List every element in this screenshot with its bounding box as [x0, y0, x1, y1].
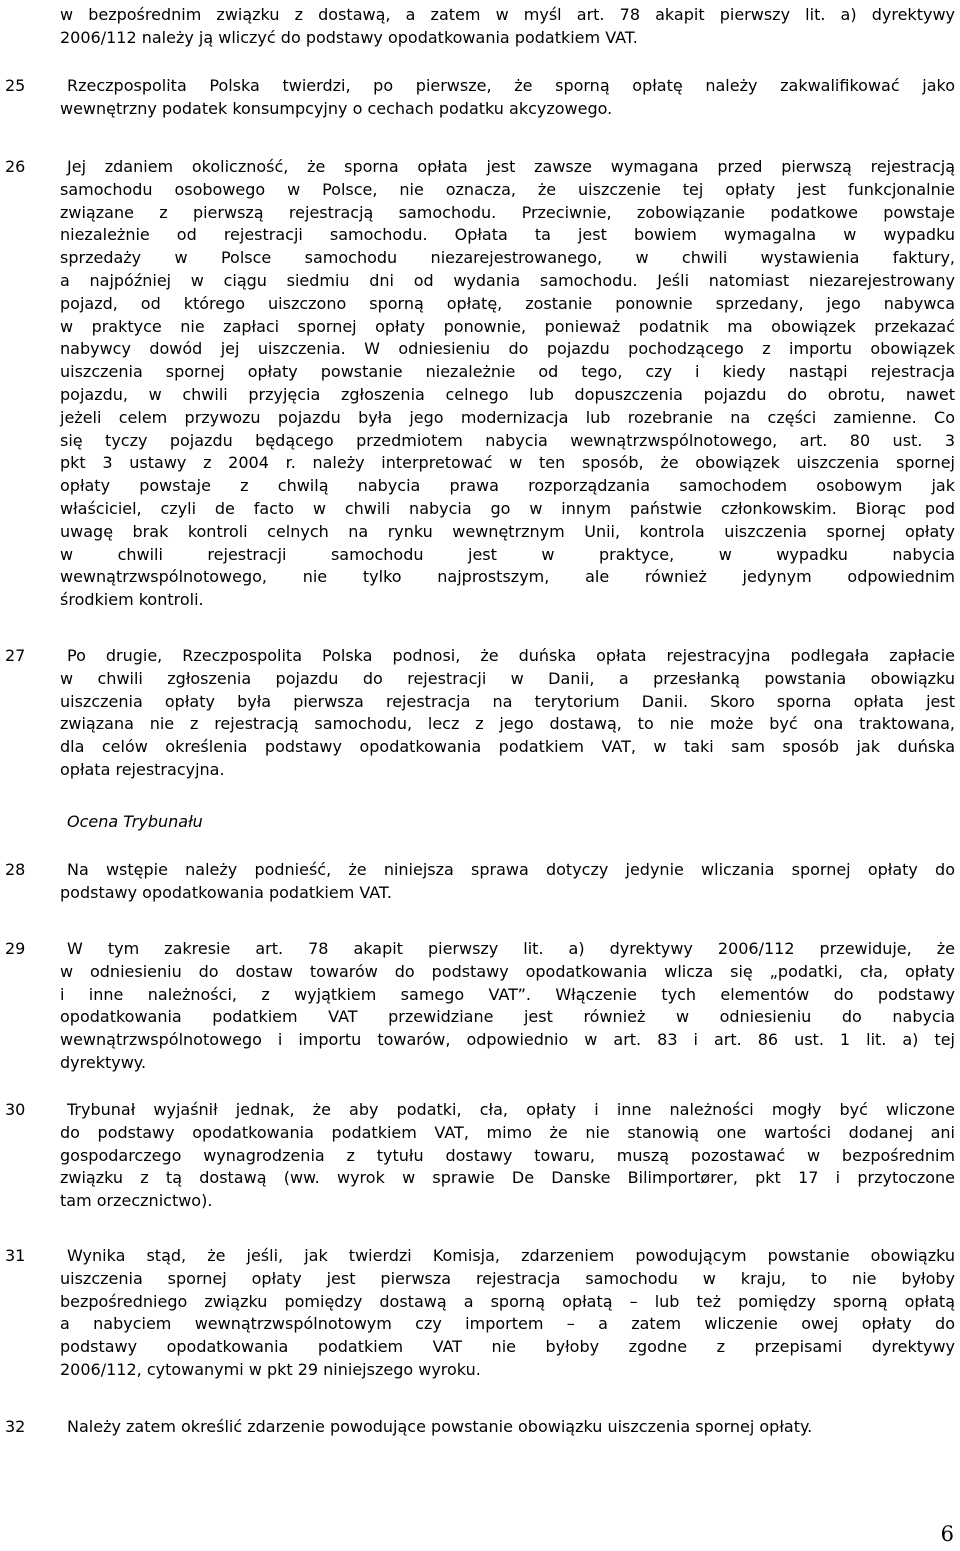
paragraph-line: gospodarczego wynagrodzenia z tytułu dostawy towaru, muszą pozostawać w bezpośrednim — [60, 1145, 955, 1165]
paragraph-line: wewnątrzwspólnotowego, nie tylko najprostszym, ale również jedynym odpowiednim — [60, 567, 955, 587]
paragraph-line: uiszczenia spornej opłaty powstanie niezależnie od tego, czy i kiedy nastąpi rejestracja — [60, 362, 955, 382]
paragraph-line: Po drugie, Rzeczpospolita Polska podnosi, że duńska opłata rejestracyjna podlegała zapłacie — [67, 646, 955, 665]
paragraph-line: 2006/112, cytowanymi w pkt 29 niniejszego wyroku. — [60, 1359, 481, 1379]
paragraph-line: uiszczenia opłaty była pierwsza rejestracja na terytorium Danii. Skoro sporna opłata jest — [60, 691, 955, 711]
paragraph-line: W tym zakresie art. 78 akapit pierwszy lit. a) dyrektywy 2006/112 przewiduje, że — [67, 939, 955, 958]
paragraph-line: pkt 3 ustawy z 2004 r. należy interpretować w ten sposób, że obowiązek uiszczenia spornej — [60, 453, 955, 473]
paragraph-line: pojazdu, w chwili przyjęcia zgłoszenia celnego lub dopuszczenia pojazdu do obrotu, nawet — [60, 384, 955, 404]
paragraph-number: 31 — [5, 1246, 26, 1265]
paragraph-line: dla celów określenia podstawy opodatkowania podatkiem VAT, w taki sam sposób jak duńska — [60, 737, 955, 757]
paragraph-line: pojazd, od którego uiszczono sporną opłatę, zostanie ponownie sprzedany, jego nabywca — [60, 293, 955, 313]
paragraph-32 — [0, 1416, 960, 1439]
paragraph-line: samochodu osobowego w Polsce, nie oznacza, że uiszczenie tej opłaty jest funkcjonalnie — [60, 179, 955, 199]
paragraph-line: opodatkowania podatkiem VAT przewidziane jest również w odniesieniu do nabycia — [60, 1007, 955, 1027]
paragraph-line: Na wstępie należy podnieść, że niniejsza sprawa dotyczy jedynie wliczania spornej opłaty do — [67, 860, 955, 879]
intro-line-1: w bezpośrednim związku z dostawą, a zatem w myśl art. 78 akapit pierwszy lit. a) dyrektywy — [60, 5, 955, 24]
paragraph-line: związana nie z rejestracją samochodu, lecz z jego dostawą, to nie może być ona traktowana, — [60, 714, 955, 734]
paragraph-28 — [0, 859, 960, 905]
paragraph-line: tam orzecznictwo). — [60, 1191, 213, 1211]
paragraph-line: uwagę brak kontroli celnych na rynku wewnętrznym Unii, kontrola uiszczenia spornej opłaty — [60, 521, 955, 541]
paragraph-30 — [0, 1099, 960, 1213]
paragraph-number: 25 — [5, 76, 26, 95]
paragraph-line: Rzeczpospolita Polska twierdzi, po pierwsze, że sporną opłatę należy zakwalifikować jako — [67, 76, 955, 95]
paragraph-line: nabywcy dowód jej uiszczenia. W odniesieniu do pojazdu pochodzącego z importu obowiązek — [60, 339, 955, 359]
paragraph-line: uiszczenia spornej opłaty jest pierwsza rejestracja samochodu w kraju, to nie byłoby — [60, 1268, 955, 1288]
paragraph-line: związku z tą dostawą (ww. wyrok w sprawie De Danske Bilimportører, pkt 17 i przytoczone — [60, 1168, 955, 1188]
paragraph-line: dyrektywy. — [60, 1052, 147, 1072]
paragraph-line: się tyczy pojazdu będącego przedmiotem nabycia wewnątrzwspólnotowego, art. 80 ust. 3 — [60, 430, 955, 450]
paragraph-number: 30 — [5, 1100, 26, 1119]
section-heading: Ocena Trybunału — [67, 812, 203, 831]
paragraph-line: a nabyciem wewnątrzwspólnotowym czy importem – a zatem wliczenie owej opłaty do — [60, 1314, 955, 1334]
paragraph-line: Należy zatem określić zdarzenie powodujące powstanie obowiązku uiszczenia spornej opłaty. — [67, 1417, 813, 1436]
paragraph-27 — [0, 645, 960, 782]
paragraph-line: podstawy opodatkowania podatkiem VAT nie byłoby zgodne z przepisami dyrektywy — [60, 1337, 955, 1357]
paragraph-line: opłata rejestracyjna. — [60, 759, 225, 779]
paragraph-line: środkiem kontroli. — [60, 590, 204, 610]
paragraph-line: Jej zdaniem okoliczność, że sporna opłata jest zawsze wymagana przed pierwszą rejestracją — [67, 157, 955, 176]
paragraph-line: Wynika stąd, że jeśli, jak twierdzi Komisja, zdarzeniem powodującym powstanie obowiązku — [67, 1246, 955, 1265]
paragraph-number: 26 — [5, 157, 26, 176]
paragraph-26 — [0, 156, 960, 612]
paragraph-line: i inne należności, z wyjątkiem samego VAT”. Włączenie tych elementów do podstawy — [60, 984, 955, 1004]
paragraph-number: 32 — [5, 1417, 26, 1436]
paragraph-number: 27 — [5, 646, 26, 665]
paragraph-line: jeżeli celem przywozu pojazdu była jego modernizacja lub rozebranie na części zamienne. Co — [60, 407, 955, 427]
paragraph-line: opłaty powstaje z chwilą nabycia prawa rozporządzania samochodem osobowym jak — [60, 476, 955, 496]
paragraph-number: 28 — [5, 860, 26, 879]
paragraph-31 — [0, 1245, 960, 1382]
paragraph-line: Trybunał wyjaśnił jednak, że aby podatki, cła, opłaty i inne należności mogły być wliczone — [67, 1100, 955, 1119]
paragraph-line: wewnątrzwspólnotowego i importu towarów, odpowiednio w art. 83 i art. 86 ust. 1 lit. a) tej — [60, 1030, 955, 1050]
paragraph-line: wewnętrzny podatek konsumpcyjny o cechach podatku akcyzowego. — [60, 98, 613, 118]
paragraph-line: w chwili rejestracji samochodu jest w praktyce, w wypadku nabycia — [60, 544, 955, 564]
paragraph-line: w odniesieniu do dostaw towarów do podstawy opodatkowania wlicza się „podatki, cła, opłaty — [60, 961, 955, 981]
paragraph-line: sprzedaży w Polsce samochodu niezarejestrowanego, w chwili wystawienia faktury, — [60, 248, 955, 268]
paragraph-line: bezpośredniego związku pomiędzy dostawą a sporną opłatą – lub też pomiędzy sporną opłatą — [60, 1291, 955, 1311]
paragraph-line: związane z pierwszą rejestracją samochodu. Przeciwnie, zobowiązanie podatkowe powstaje — [60, 202, 955, 222]
intro-line-2: 2006/112 należy ją wliczyć do podstawy opodatkowania podatkiem VAT. — [60, 27, 638, 47]
paragraph-line: a najpóźniej w ciągu siedmiu dni od wydania samochodu. Jeśli natomiast niezarejestrowany — [60, 270, 955, 290]
page-number: 6 — [940, 1522, 954, 1546]
intro-paragraph — [0, 4, 960, 50]
paragraph-line: w chwili zgłoszenia pojazdu do rejestracji w Danii, a przesłanką powstania obowiązku — [60, 668, 955, 688]
paragraph-number: 29 — [5, 939, 26, 958]
paragraph-29 — [0, 938, 960, 1075]
paragraph-line: niezależnie od rejestracji samochodu. Opłata ta jest bowiem wymagalna w wypadku — [60, 225, 955, 245]
paragraph-line: właściciel, czyli de facto w chwili nabycia go w innym państwie członkowskim. Biorąc pod — [60, 498, 955, 518]
paragraph-25 — [0, 75, 960, 121]
paragraph-line: do podstawy opodatkowania podatkiem VAT, mimo że nie stanowią one wartości dodanej ani — [60, 1122, 955, 1142]
paragraph-line: w praktyce nie zapłaci spornej opłaty ponownie, ponieważ podatnik ma obowiązek przekazać — [60, 316, 955, 336]
paragraph-line: podstawy opodatkowania podatkiem VAT. — [60, 882, 392, 902]
